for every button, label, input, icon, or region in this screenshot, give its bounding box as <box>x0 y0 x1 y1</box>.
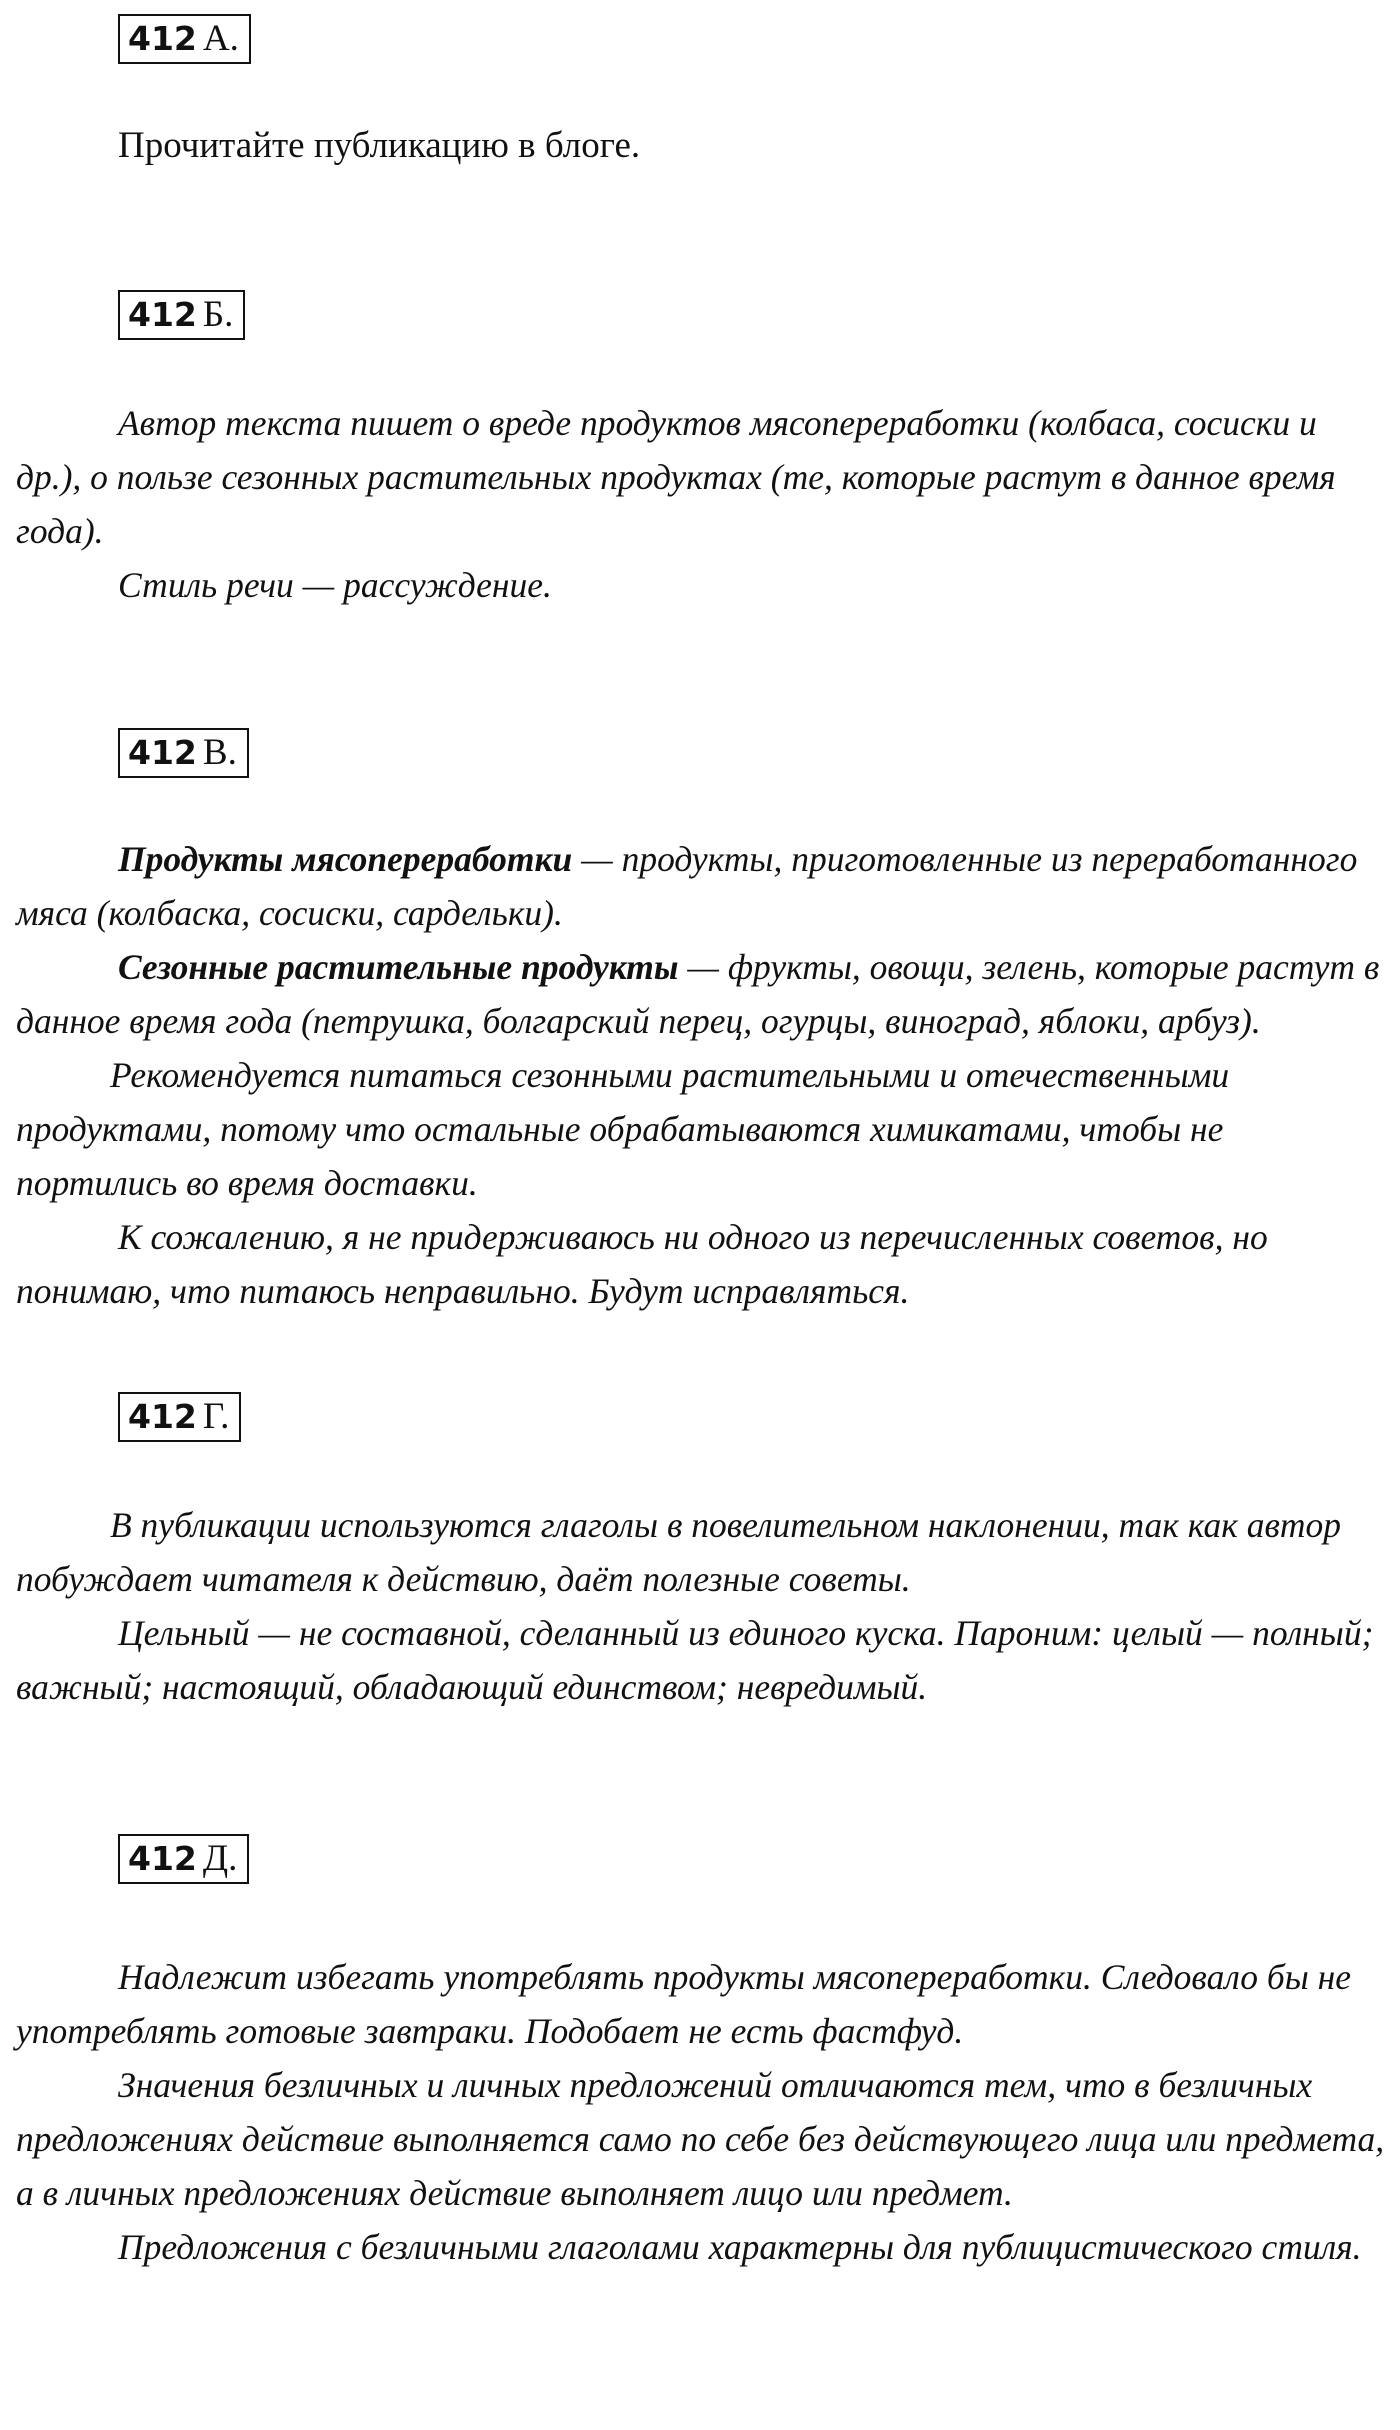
exercise-number: 412 <box>128 1839 197 1878</box>
exercise-label-b <box>118 290 245 340</box>
paragraph: Надлежит избегать употреблять продукты мясопереработки. Следовало бы не употреблять готовые завтраки. Подобает не есть фастфуд. <box>16 1957 1352 2051</box>
exercise-letter: А. <box>202 18 239 59</box>
exercise-number: 412 <box>128 733 197 772</box>
section-a-text: Прочитайте публикацию в блоге. <box>118 125 641 166</box>
exercise-label-a <box>118 14 251 64</box>
definition-paragraph <box>16 940 1386 1048</box>
exercise-number: 412 <box>128 19 197 58</box>
paragraph: В публикации используются глаголы в повелительном наклонении, так как автор побуждает читателя к действию, даёт полезные советы. <box>16 1505 1342 1599</box>
section-d <box>16 1950 1386 2274</box>
exercise-letter: Б. <box>202 294 234 335</box>
exercise-number: 412 <box>128 1397 197 1436</box>
section-b <box>16 396 1386 612</box>
definition: — фрукты, овощи, зелень, которые растут в данное время года (петрушка, болгарский перец, огурцы, виноград, яблоки, арбуз). <box>16 947 1380 1041</box>
paragraph: Стиль речи — рассуждение. <box>118 565 552 605</box>
definition-paragraph <box>16 832 1386 940</box>
term: Продукты мясопереработки <box>118 839 573 879</box>
paragraph: К сожалению, я не придерживаюсь ни одного из перечисленных советов, но понимаю, что питаюсь неправильно. Будут исправляться. <box>16 1217 1268 1311</box>
exercise-label-v <box>118 728 249 778</box>
paragraph: Цельный — не составной, сделанный из единого куска. Пароним: целый — полный; важный; настоящий, обладающий единством; невредимый. <box>16 1613 1374 1707</box>
exercise-letter: Д. <box>202 1838 238 1879</box>
paragraph: Автор текста пишет о вреде продуктов мясопереработки (колбаса, сосиски и др.), о пользе сезонных растительных продуктах (те, которые растут в данное время года). <box>16 403 1336 551</box>
exercise-letter: В. <box>202 732 237 773</box>
paragraph: Рекомендуется питаться сезонными растительными и отечественными продуктами, потому что остальные обрабатываются химикатами, чтобы не портились во время доставки. <box>16 1055 1230 1203</box>
exercise-number: 412 <box>128 295 197 334</box>
paragraph: Предложения с безличными глаголами характерны для публицистического стиля. <box>118 2227 1362 2267</box>
section-g <box>16 1498 1386 1714</box>
exercise-label-d <box>118 1834 249 1884</box>
exercise-letter: Г. <box>202 1396 230 1437</box>
section-v <box>16 832 1386 1318</box>
exercise-label-g <box>118 1392 241 1442</box>
paragraph: Значения безличных и личных предложений отличаются тем, что в безличных предложениях действие выполняется само по себе без действующего лица или предмета, а в личных предложениях действие выполняет лицо или предмет. <box>16 2065 1385 2213</box>
definition: — продукты, приготовленные из переработанного мяса (колбаска, сосиски, сардельки). <box>16 839 1358 933</box>
term: Сезонные растительные продукты <box>118 947 679 987</box>
